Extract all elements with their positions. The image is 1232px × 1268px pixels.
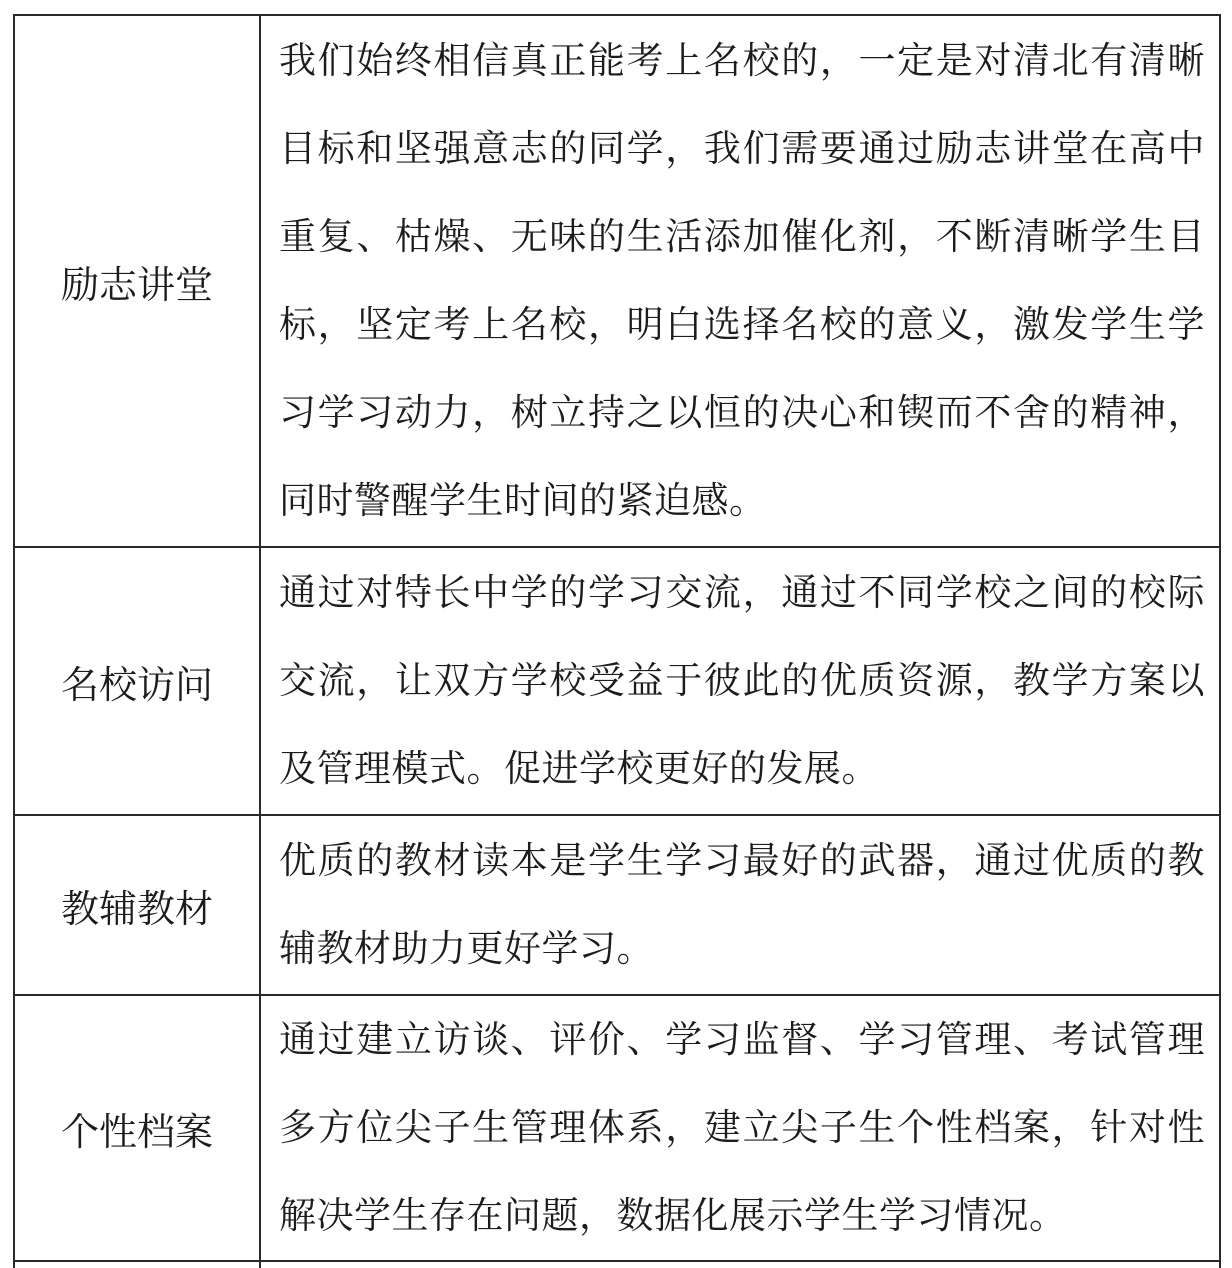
program-table <box>13 14 1221 1268</box>
table-row <box>14 815 1220 995</box>
row-description: 通过对特长中学的学习交流，通过不同学校之间的校际交流，让双方学校受益于彼此的优质资源，教学方案以及管理模式。促进学校更好的发展。 <box>260 547 1220 815</box>
row-label-cell <box>14 815 260 995</box>
row-description: 我们始终相信真正能考上名校的，一定是对清北有清晰目标和坚强意志的同学，我们需要通过励志讲堂在高中重复、枯燥、无味的生活添加催化剂，不断清晰学生目标，坚定考上名校，明白选择名校的意义，激发学生学习学习动力，树立持之以恒的决心和锲而不舍的精神，同时警醒学生时间的紧迫感。 <box>260 15 1220 547</box>
table-row-partial <box>14 1261 1220 1268</box>
table-row <box>14 547 1220 815</box>
row-label: 个性档案 <box>60 1109 213 1154</box>
row-label: 励志讲堂 <box>60 262 213 307</box>
row-description: 优质的教材读本是学生学习最好的武器，通过优质的教辅教材助力更好学习。 <box>260 815 1220 995</box>
row-label: 名校访问 <box>60 662 213 707</box>
row-label: 教辅教材 <box>60 886 213 931</box>
row-label-cell <box>14 547 260 815</box>
table-row <box>14 995 1220 1261</box>
row-description-empty <box>260 1261 1220 1268</box>
row-label-cell <box>14 995 260 1261</box>
row-description: 通过建立访谈、评价、学习监督、学习管理、考试管理多方位尖子生管理体系，建立尖子生个性档案，针对性解决学生存在问题，数据化展示学生学习情况。 <box>260 995 1220 1261</box>
row-label-cell-empty <box>14 1261 260 1268</box>
row-label-cell <box>14 15 260 547</box>
table-row <box>14 15 1220 547</box>
